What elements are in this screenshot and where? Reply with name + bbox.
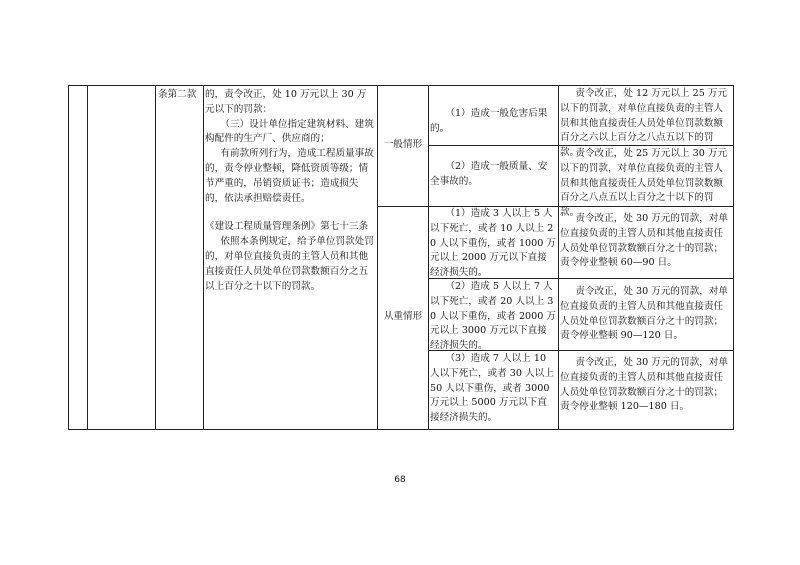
law-reference: 条第二款 <box>158 89 197 100</box>
condition-cell: （1）造成一般危害后果的。 <box>430 108 548 134</box>
column-divider <box>558 85 559 430</box>
column-divider <box>733 85 734 430</box>
page-number: 68 <box>394 475 406 485</box>
column-divider <box>87 85 88 430</box>
condition-cell: （1）造成 3 人以上 5 人以下死亡，或者 10 人以上 20 人以下重伤，或者 1000 万元以上 2000 万元以下直接经济损失的。 <box>430 208 557 279</box>
basis-paragraph: 的，责令改正，处 10 万元以上 30 万元以下的罚款： <box>205 89 367 115</box>
condition-cell: （2）造成一般质量、安全事故的。 <box>430 161 548 187</box>
condition-cell: （3）造成 7 人以上 10 人以下死亡，或者 30 人以上 50 人以下重伤，或者 3000 万元以上 5000 万元以下直接经济损失的。 <box>430 353 557 424</box>
penalty-cell: 责令改正，处 30 万元的罚款，对单位直接负责的主管人员和其他直接责任人员处单位罚款数额百分之十的罚款；责令停业整顿 60—90 日。 <box>560 213 728 269</box>
table-bottom-border <box>68 429 734 430</box>
column-divider <box>155 85 156 430</box>
category-general: 一般情形 <box>383 139 423 150</box>
table-top-border <box>68 85 734 86</box>
basis-article-title: 《建设工程质量管理条例》第七十三条 <box>205 221 369 233</box>
condition-cell: （2）造成 5 人以上 7 人以下死亡，或者 20 人以上 30 人以下重伤，或者 2000 万元以上 3000 万元以下直接经济损失的。 <box>430 281 557 352</box>
penalty-cell: 责令改正，处 25 万元以上 30 万元以下的罚款，对单位直接负责的主管人员和其他直接责任人员处单位罚款数额百分之八点五以上百分之十以下的罚款。 <box>560 148 728 219</box>
penalty-cell: 责令改正，处 12 万元以上 25 万元以下的罚款，对单位直接负责的主管人员和其他直接责任人员处单位罚款数额百分之六以上百分之八点五以下的罚款。 <box>560 88 728 159</box>
penalty-cell: 责令改正，处 30 万元的罚款，对单位直接负责的主管人员和其他直接责任人员处单位罚款数额百分之十的罚款；责令停业整顿 120—180 日。 <box>560 357 728 413</box>
basis-paragraph: 依照本条例规定，给予单位罚款处罚的，对单位直接负责的主管人员和其他直接责任人员处单位罚款数额百分之五以上百分之十以下的罚款。 <box>205 236 374 292</box>
column-divider <box>203 85 204 430</box>
column-divider <box>428 85 429 430</box>
column-divider <box>377 85 378 430</box>
basis-paragraph: （三）设计单位指定建筑材料、建筑构配件的生产厂、供应商的； <box>205 118 374 145</box>
penalty-cell: 责令改正，处 30 万元的罚款，对单位直接负责的主管人员和其他直接责任人员处单位罚款数额百分之十的罚款；责令停业整顿 90—120 日。 <box>560 286 728 342</box>
category-serious: 从重情形 <box>383 311 423 322</box>
basis-paragraph: 有前款所列行为，造成工程质量事故的，责令停业整顿，降低资质等级；情节严重的，吊销资质证书；造成损失的，依法承担赔偿责任。 <box>205 148 374 204</box>
column-divider <box>68 85 69 430</box>
legal-basis <box>205 88 375 294</box>
